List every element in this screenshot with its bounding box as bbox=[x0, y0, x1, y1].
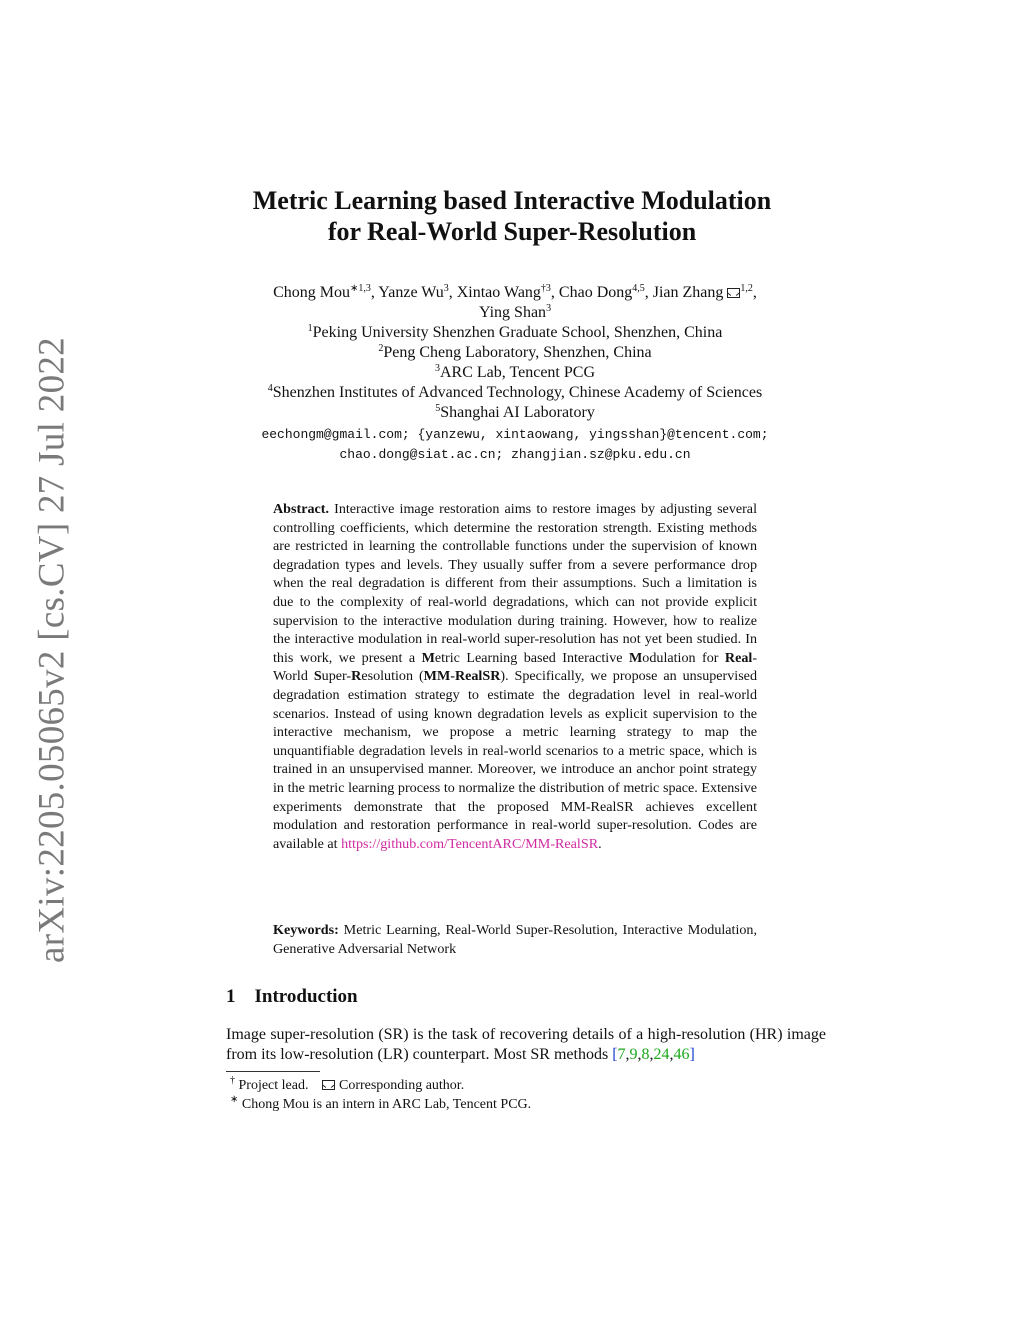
abstract-text: -World bbox=[273, 649, 758, 685]
abstract-bold-letter: M bbox=[421, 649, 435, 666]
intro-paragraph: Image super-resolution (SR) is the task of recovering details of a high-resolution (HR) image from its low-resolution (LR) counterpart. Most SR methods [7,9,8,24,46] bbox=[226, 1026, 826, 1063]
citation-link[interactable]: 7 bbox=[617, 1046, 626, 1063]
affil-text: Shenzhen Institutes of Advanced Technology, Chinese Academy of Sciences bbox=[272, 384, 763, 401]
author-affil-sup: 1,2 bbox=[740, 283, 753, 294]
footnote-mark: † bbox=[230, 1075, 235, 1086]
arxiv-sidebar-stamp: arXiv:2205.05065v2 [cs.CV] 27 Jul 2022 bbox=[31, 337, 73, 963]
author-affil-sup: 3 bbox=[546, 303, 552, 314]
title-line-1: Metric Learning based Interactive Modulation bbox=[252, 186, 772, 215]
envelope-icon bbox=[727, 288, 740, 298]
author-name: , Chao Dong bbox=[550, 284, 633, 301]
intro-text: Image super-resolution (SR) is the task of recovering details of a high-resolution (HR) image from its low-resolution (LR) counterpart. Most SR methods bbox=[226, 1026, 826, 1063]
abstract-bold-letter: M bbox=[628, 649, 643, 666]
author-list bbox=[0, 283, 1024, 323]
abstract-text: Interactive image restoration aims to restore images by adjusting several controlling coefficients, which determine the restoration strength. Existing methods are restricted in learning the controllable functions under the supervision of known degradation types and levels. They usually suffer from a severe performance drop when the real degradation is different from their assumptions. Such a limitation is due to the complexity of real-world degradations, which can not provide explicit supervision to the interactive modulation during training. However, how to realize the interactive modulation in real-world super-resolution has not yet been studied. In this work, we present a bbox=[273, 501, 757, 666]
affil-sup: 5 bbox=[435, 403, 441, 414]
author-affil-sup: †3 bbox=[540, 283, 551, 294]
footnote-2 bbox=[230, 1096, 531, 1114]
affiliation bbox=[0, 383, 1024, 403]
keywords-text: Metric Learning, Real-World Super-Resolution, Interactive Modulation, Generative Adversarial Network bbox=[273, 922, 757, 957]
author-name: , Xintao Wang bbox=[448, 284, 541, 301]
citation-link[interactable]: 9 bbox=[629, 1046, 638, 1063]
affil-sup: 3 bbox=[434, 363, 440, 374]
email-line: chao.dong@siat.ac.cn; zhangjian.sz@pku.edu.cn bbox=[339, 447, 691, 462]
cite-bracket: [ bbox=[612, 1046, 618, 1063]
author-name: , Jian Zhang bbox=[644, 284, 728, 301]
title-line-2: for Real-World Super-Resolution bbox=[327, 217, 697, 246]
affil-sup: 2 bbox=[378, 343, 384, 354]
affil-text: Peng Cheng Laboratory, Shenzhen, China bbox=[383, 344, 652, 361]
abstract-text: etric Learning based Interactive bbox=[434, 649, 629, 666]
keywords bbox=[273, 921, 757, 958]
abstract bbox=[273, 500, 757, 853]
affiliation bbox=[0, 403, 1024, 423]
author-name: Chong Mou bbox=[273, 284, 350, 301]
abstract-bold-letter: Real bbox=[724, 649, 753, 666]
author-name: Ying Shan bbox=[478, 304, 547, 321]
code-link[interactable]: https://github.com/TencentARC/MM-RealSR bbox=[341, 835, 599, 852]
cite-bracket: ] bbox=[689, 1046, 695, 1063]
footnote-text: Chong Mou is an intern in ARC Lab, Tencent PCG. bbox=[238, 1097, 532, 1112]
footnote-text: Corresponding author. bbox=[335, 1078, 465, 1093]
affil-sup: 1 bbox=[307, 323, 313, 334]
author-affil-sup: 4,5 bbox=[632, 283, 645, 294]
abstract-text: ). Specifically, we propose an unsupervised degradation estimation strategy to estimate the degradation level in real-world scenarios. Instead of using known degradation levels as explicit supervision to the interactive mechanism, we propose a metric learning strategy to map the unquantifiable degradation levels in real-world scenarios to a metric space, which is trained in an unsupervised manner. Moreover, we introduce an anchor point strategy in the metric learning process to normalize the distribution of metric space. Extensive experiments demonstrate that the proposed MM-RealSR achieves excellent modulation and restoration performance in real-world super-resolution. Codes are available at bbox=[273, 668, 757, 852]
paper-title bbox=[0, 185, 1024, 247]
affil-text: Shanghai AI Laboratory bbox=[440, 404, 595, 421]
envelope-icon bbox=[322, 1080, 335, 1090]
citation-link[interactable]: 24 bbox=[653, 1046, 670, 1063]
abstract-text: odulation for bbox=[642, 649, 725, 666]
keywords-label: Keywords: bbox=[273, 922, 339, 938]
affiliation bbox=[0, 323, 1024, 343]
abstract-text: esolution ( bbox=[361, 668, 424, 685]
affiliation-list bbox=[0, 323, 1024, 423]
citation-link[interactable]: 8 bbox=[641, 1046, 650, 1063]
footnote-1 bbox=[230, 1077, 464, 1095]
footnote-mark: ∗ bbox=[230, 1094, 239, 1105]
email-line: eechongm@gmail.com; {yanzewu, xintaowang, yingsshan}@tencent.com; bbox=[261, 427, 769, 442]
author-separator: , bbox=[752, 284, 757, 301]
email-list bbox=[0, 425, 1024, 465]
footnote-rule bbox=[226, 1071, 320, 1072]
abstract-text: . bbox=[598, 835, 602, 852]
abstract-text: uper- bbox=[321, 668, 352, 685]
abstract-bold-letter: R bbox=[351, 668, 362, 685]
affil-sup: 4 bbox=[267, 383, 273, 394]
author-affil-sup: 3 bbox=[443, 283, 449, 294]
affil-text: ARC Lab, Tencent PCG bbox=[439, 364, 595, 381]
affiliation bbox=[0, 363, 1024, 383]
section-heading bbox=[226, 986, 358, 1008]
abstract-acronym: MM-RealSR bbox=[423, 668, 501, 685]
abstract-label: Abstract. bbox=[273, 501, 329, 517]
abstract-bold-letter: S bbox=[313, 668, 322, 685]
footnote-text: Project lead. bbox=[235, 1078, 309, 1093]
affiliation bbox=[0, 343, 1024, 363]
author-name: , Yanze Wu bbox=[370, 284, 444, 301]
section-title: Introduction bbox=[254, 986, 358, 1007]
author-affil-sup: ∗1,3 bbox=[350, 283, 371, 294]
citation-link[interactable]: 46 bbox=[673, 1046, 690, 1063]
affil-text: Peking University Shenzhen Graduate School, Shenzhen, China bbox=[312, 324, 723, 341]
section-number: 1 bbox=[226, 986, 236, 1007]
